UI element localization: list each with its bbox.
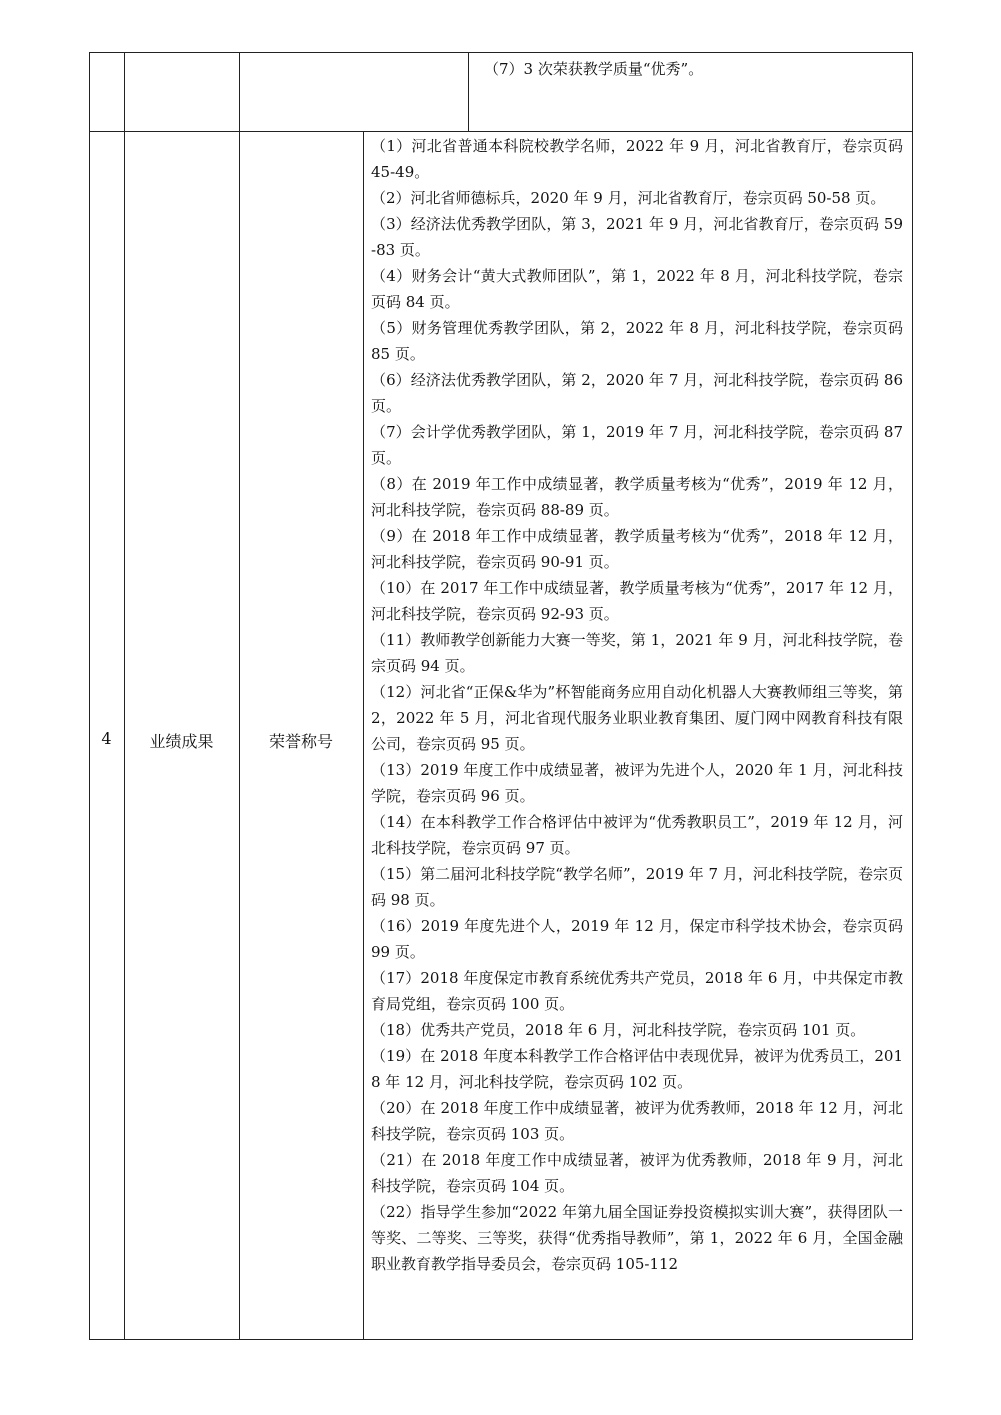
- list-item: （19）在 2018 年度本科教学工作合格评估中表现优异，被评为优秀员工，2018 年 12 月，河北科技学院，卷宗页码 102 页。: [371, 1047, 903, 1091]
- list-item: （18）优秀共产党员，2018 年 6 月，河北科技学院，卷宗页码 101 页。: [371, 1021, 866, 1039]
- table-border-top: [89, 52, 913, 53]
- list-item: （9）在 2018 年工作中成绩显著，教学质量考核为“优秀”，2018 年 12 月，河北科技学院，卷宗页码 90-91 页。: [371, 527, 903, 571]
- list-item: （4）财务会计“黄大式教师团队”，第 1，2022 年 8 月，河北科技学院，卷宗页码 84 页。: [371, 267, 903, 311]
- row-subcategory: 荣誉称号: [268, 732, 333, 751]
- row-category: 业绩成果: [149, 732, 214, 751]
- list-item: （14）在本科教学工作合格评估中被评为“优秀教职员工”，2019 年 12 月，河北科技学院，卷宗页码 97 页。: [371, 813, 903, 857]
- list-item: （6）经济法优秀教学团队，第 2，2020 年 7 月，河北科技学院，卷宗页码 86 页。: [371, 371, 903, 415]
- list-item: （22）指导学生参加“2022 年第九届全国证券投资模拟实训大赛”，获得团队一等奖、二等奖、三等奖，获得“优秀指导教师”，第 1，2022 年 6 月，全国金融职业教育教学指导委员会，卷宗页码 105-112: [371, 1203, 903, 1273]
- table-border-bottom: [89, 1339, 913, 1340]
- list-item: （21）在 2018 年度工作中成绩显著，被评为优秀教师，2018 年 9 月，河北科技学院，卷宗页码 104 页。: [371, 1151, 903, 1195]
- list-item: （20）在 2018 年度工作中成绩显著，被评为优秀教师，2018 年 12 月，河北科技学院，卷宗页码 103 页。: [371, 1099, 903, 1143]
- row-number: 4: [101, 729, 112, 748]
- list-item: （5）财务管理优秀教学团队，第 2，2022 年 8 月，河北科技学院，卷宗页码 85 页。: [371, 319, 903, 363]
- table-divider-top-col3: [468, 52, 469, 131]
- list-item: （11）教师教学创新能力大赛一等奖，第 1，2021 年 9 月，河北科技学院，卷宗页码 94 页。: [371, 631, 903, 675]
- list-item: （7）会计学优秀教学团队，第 1，2019 年 7 月，河北科技学院，卷宗页码 87 页。: [371, 423, 903, 467]
- table-divider-col1: [124, 52, 125, 1340]
- list-item: （15）第二届河北科技学院“教学名师”，2019 年 7 月，河北科技学院，卷宗页码 98 页。: [371, 865, 903, 909]
- table-divider-col3: [363, 131, 364, 1340]
- list-item: （17）2018 年度保定市教育系统优秀共产党员，2018 年 6 月，中共保定市教育局党组，卷宗页码 100 页。: [371, 969, 903, 1013]
- list-item: （2）河北省师德标兵，2020 年 9 月，河北省教育厅，卷宗页码 50-58 页。: [371, 189, 886, 207]
- list-item: （12）河北省“正保&华为”杯智能商务应用自动化机器人大赛教师组三等奖，第 2，2022 年 5 月，河北省现代服务业职业教育集团、厦门网中网教育科技有限公司，卷宗页码 95 页。: [371, 683, 903, 753]
- honor-list: [371, 133, 903, 1277]
- list-item: （1）河北省普通本科院校教学名师，2022 年 9 月，河北省教育厅，卷宗页码 45-49。: [371, 137, 903, 181]
- table-row-divider: [89, 131, 913, 132]
- table-border-left: [89, 52, 90, 1340]
- table-divider-col2: [239, 52, 240, 1340]
- table-border-right: [912, 52, 913, 1340]
- list-item: （16）2019 年度先进个人，2019 年 12 月，保定市科学技术协会，卷宗页码 99 页。: [371, 917, 903, 961]
- list-item: （13）2019 年度工作中成绩显著，被评为先进个人，2020 年 1 月，河北科技学院，卷宗页码 96 页。: [371, 761, 903, 805]
- list-item: （8）在 2019 年工作中成绩显著，教学质量考核为“优秀”，2019 年 12 月，河北科技学院，卷宗页码 88-89 页。: [371, 475, 903, 519]
- list-item: （3）经济法优秀教学团队，第 3，2021 年 9 月，河北省教育厅，卷宗页码 59-83 页。: [371, 215, 903, 259]
- list-item: （10）在 2017 年工作中成绩显著，教学质量考核为“优秀”，2017 年 12 月，河北科技学院，卷宗页码 92-93 页。: [371, 579, 903, 623]
- top-row-item: （7）3 次荣获教学质量“优秀”。: [484, 60, 704, 78]
